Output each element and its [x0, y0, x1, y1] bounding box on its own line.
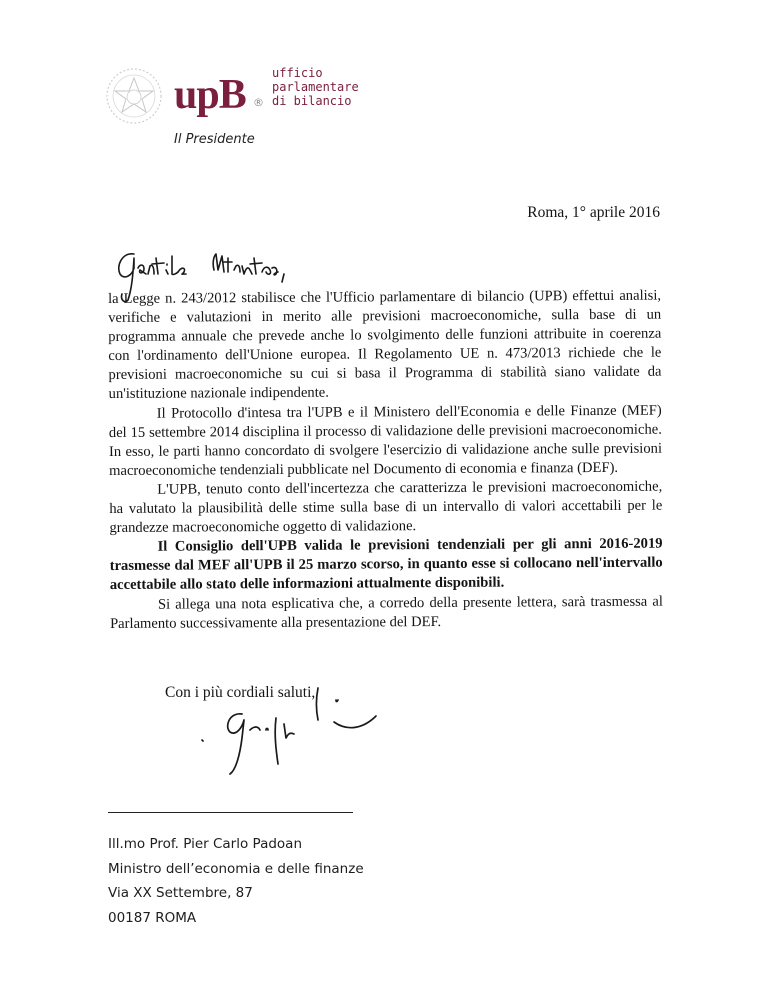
- paragraph-3: L'UPB, tenuto conto dell'incertezza che caratterizza le previsioni macroeconomiche, ha valutato la plausibilità delle stime sulla base di un intervallo di valori accettabili per le grandezze macroeconomiche oggetto di validazione.: [109, 478, 663, 537]
- signature-divider: [108, 812, 353, 813]
- recipient-city: 00187 ROMA: [108, 909, 197, 926]
- paragraph-4: [110, 535, 663, 596]
- logo-line-2: parlamentare: [272, 80, 359, 94]
- recipient-role: Ministro dell’economia e delle finanze: [108, 860, 364, 877]
- recipient-street: Via XX Settembre, 87: [108, 885, 253, 902]
- paragraph-5: Si allega una nota esplicativa che, a corredo della presente lettera, sarà trasmessa al Parlamento successivamente alla presentazione del DEF.: [109, 593, 663, 632]
- recipient-name: Ill.mo Prof. Pier Carlo Padoan: [108, 836, 303, 852]
- handwritten-signature: [200, 678, 400, 778]
- paragraph-1: la Legge n. 243/2012 stabilisce che l'Ufficio parlamentare di bilancio (UPB) effettui analisi, verifiche e valutazioni in merito alle previsioni macroeconomiche, sulla base di un programma annuale che prevede anche lo svolgimento delle funzioni attribuite in coerenza con l'ordinamento dell'Unione europea. Il Regolamento UE n. 473/2013 richiede che le previsioni macroeconomiche su cui si basa il Programma di stabilità siano validate da un'istituzione nazionale indipendente.: [108, 287, 662, 403]
- recipient-address-block: [108, 832, 364, 930]
- letter-date: Roma, 1° aprile 2016: [527, 204, 660, 221]
- closing-salutation: Con i più cordiali saluti,: [165, 684, 316, 701]
- logo-text-block: [272, 66, 359, 108]
- republic-emblem-seal-icon: [104, 66, 164, 126]
- upb-logo-wordmark: upB: [174, 72, 246, 118]
- logo-line-3: di bilancio: [272, 94, 352, 108]
- logo-line-1: ufficio: [272, 66, 323, 80]
- signatory-title: Il Presidente: [174, 132, 255, 147]
- paragraph-2: Il Protocollo d'intesa tra l'UPB e il Ministero dell'Economia e delle Finanze (MEF) del 15 settembre 2014 disciplina il processo di validazione delle previsioni macroeconomiche. In esso, le parti hanno concordato di svolgere l'esercizio di validazione anche sulle previsioni macroeconomiche tendenziali pubblicate nel Documento di economia e finanza (DEF).: [108, 402, 663, 479]
- letter-body: [108, 287, 663, 634]
- registered-mark: ®: [253, 96, 264, 109]
- paragraph-4-bold: Il Consiglio dell'UPB valida le previsioni tendenziali per gli anni 2016-2019 trasmesse dal MEF all'UPB il 25 marzo scorso, in quanto esse si collocano nell'intervallo accettabile allo stato delle informazioni attualmente disponibili.: [109, 535, 663, 594]
